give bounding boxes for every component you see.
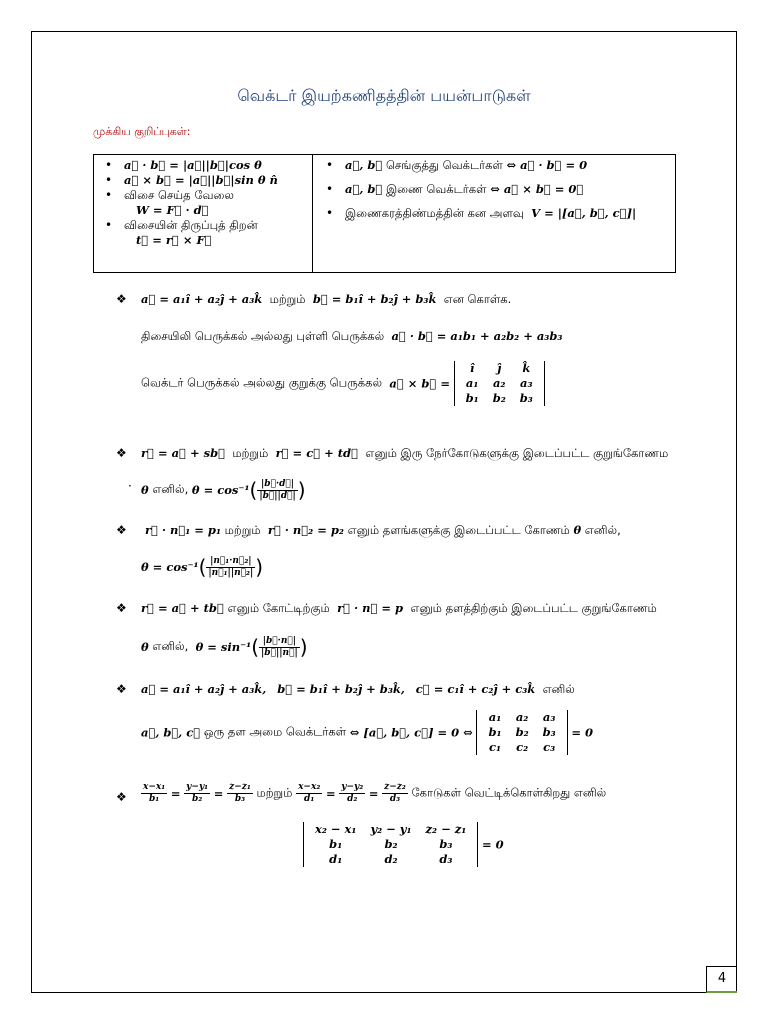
bullet-diamond: ❖ — [116, 790, 127, 804]
three-vectors-definition: a⃗ = a₁î + a₂ĵ + a₃k̂, b⃗ = b₁î + b₂ĵ + b₃k̂, c⃗ = c₁î + c₂ĵ + c₃k̂ எனில் — [141, 682, 575, 696]
formula-work-done: • விசை செய்த வேலை W = F⃗ · d⃗ — [124, 188, 306, 218]
bullet-diamond: ❖ — [116, 682, 127, 696]
line-plane-angle-result: θ எனில், θ = sin⁻¹( $\frac{|b⃗\cdot n⃗|}{|b⃗||n⃗|}$ ) — [141, 635, 308, 659]
bullet-dot: · — [128, 479, 132, 493]
important-notes-heading: முக்கிய குறிப்புகள்: — [93, 125, 191, 138]
lines-angle-result: θ எனில், θ = cos⁻¹( $\frac{|b⃗\cdot d⃗|}{|b⃗||d⃗|}$ ) — [141, 478, 306, 502]
page-title: வெக்டர் இயற்கணிதத்தின் பயன்பாடுகள் — [237, 86, 531, 105]
bullet-diamond: ❖ — [116, 446, 127, 460]
intersection-determinant: x₂ − x₁ y₂ − y₁ z₂ − z₁ b₁ b₂ b₃ d₁ d₂ d₃ — [303, 822, 478, 867]
intersecting-lines-row: $\frac{\text{x−x₁}}{\text{b₁}}$ = $\frac{\text{y−y₁}}{\text{b₂}}$ = $\frac{\text{z−z₁}}{\text{b₃}}$ மற்றும் $\frac{\text{x−x₂}}{\text{d₁}}$ = $\frac{\text{y−y₂}}{\text{d₂}}$ = $\frac{\text{z−z₂}}{\text{d₃}}$ கோடுகள் வெட்டிக்கொள்கிறது எனில் — [143, 782, 607, 804]
key-formulas-box — [93, 154, 676, 273]
formula-cross-product: • a⃗ × b⃗ = |a⃗||b⃗|sin θ n̂ — [124, 173, 306, 188]
lines-angle-row: r⃗ = a⃗ + sb⃗ மற்றும் r⃗ = c⃗ + td⃗ எனும் இரு நேர்கோடுகளுக்கு இடைப்பட்ட குறுங்கோணம — [141, 446, 669, 460]
bullet-diamond: ❖ — [116, 523, 127, 537]
page-number: 4 — [706, 966, 737, 993]
formula-torque: • விசையின் திருப்புத் திறன் t⃗ = r⃗ × F⃗ — [124, 218, 306, 248]
formula-perpendicular: • a⃗, b⃗ செங்குத்து வெக்டர்கள் ⇔ a⃗ · b⃗ = 0 — [345, 158, 669, 173]
cross-product-row: வெக்டர் பெருக்கல் அல்லது குறுக்கு பெருக்கல் a⃗ × b⃗ = î ĵ k̂ a₁ a₂ a₃ b₁ b₂ b₃ — [141, 361, 545, 406]
line-plane-angle-row: r⃗ = a⃗ + tb⃗ எனும் கோட்டிற்கும் r⃗ · n⃗ = p எனும் தளத்திற்கும் இடைப்பட்ட குறுங்கோணம் — [141, 601, 657, 615]
formula-dot-product: • a⃗ · b⃗ = |a⃗||b⃗|cos θ — [124, 158, 306, 173]
intersecting-lines-condition: x₂ − x₁ y₂ − y₁ z₂ − z₁ b₁ b₂ b₃ d₁ d₂ d₃ = 0 — [303, 822, 504, 867]
cross-product-determinant: î ĵ k̂ a₁ a₂ a₃ b₁ b₂ b₃ — [454, 361, 545, 406]
planes-angle-result: θ = cos⁻¹( $\frac{\text{|n⃗₁·n⃗₂|}}{\text{|n⃗₁||n⃗₂|}}$ ) — [141, 555, 264, 579]
vectors-definition: a⃗ = a₁î + a₂ĵ + a₃k̂ மற்றும் b⃗ = b₁î + b₂ĵ + b₃k̂ என கொள்க. — [141, 292, 512, 306]
coplanar-determinant: a₁ a₂ a₃ b₁ b₂ b₃ c₁ c₂ c₃ — [476, 710, 567, 755]
dot-product-row: திசையிலி பெருக்கல் அல்லது புள்ளி பெருக்கல் a⃗ · b⃗ = a₁b₁ + a₂b₂ + a₃b₃ — [141, 329, 563, 343]
key-formulas-left — [94, 155, 313, 272]
planes-angle-row: r⃗ · n⃗₁ = p₁ மற்றும் r⃗ · n⃗₂ = p₂ எனும் தளங்களுக்கு இடைப்பட்ட கோணம் θ எனில், — [145, 523, 621, 537]
key-formulas-right — [313, 155, 675, 272]
bullet-diamond: ❖ — [116, 292, 127, 306]
formula-volume: • இணைகரத்திண்மத்தின் கன அளவு V = |[a⃗, b⃗, c⃗]| — [345, 206, 669, 221]
formula-parallel: • a⃗, b⃗ இணை வெக்டர்கள் ⇔ a⃗ × b⃗ = 0⃗ — [345, 182, 669, 197]
bullet-diamond: ❖ — [116, 601, 127, 615]
coplanar-row: a⃗, b⃗, c⃗ ஒரு தள அமை வெக்டர்கள் ⇔ [a⃗, b⃗, c⃗] = 0 ⇔ a₁ a₂ a₃ b₁ b₂ b₃ c₁ c₂ c₃ = 0 — [141, 710, 594, 754]
